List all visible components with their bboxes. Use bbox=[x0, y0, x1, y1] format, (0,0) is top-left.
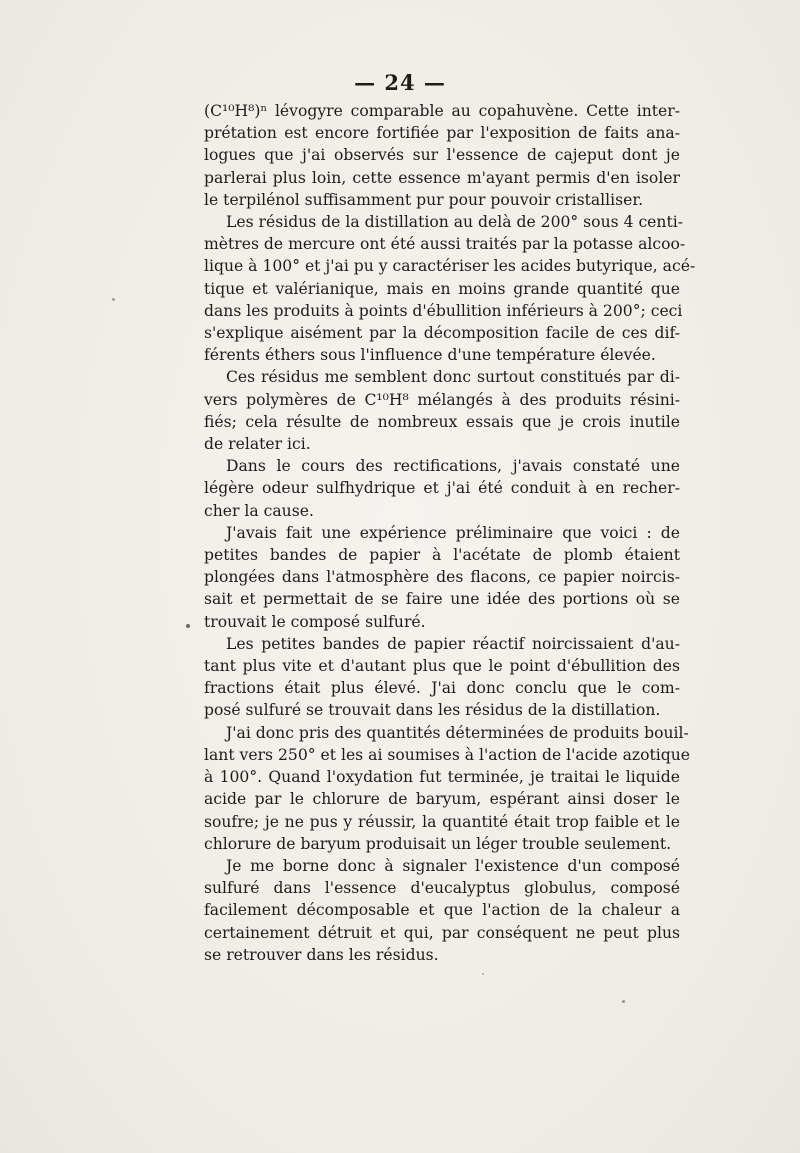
text-line: logues que j'ai observés sur l'essence de cajeput dont je bbox=[204, 146, 680, 165]
paragraph-8 bbox=[204, 855, 680, 966]
text-line: dans les produits à points d'ébullition inférieurs à 200°; ceci bbox=[204, 301, 683, 320]
text-line: plongées dans l'atmosphère des flacons, ce papier noircis- bbox=[204, 568, 680, 587]
text-line: certainement détruit et qui, par conséquent ne peut plus bbox=[204, 923, 680, 942]
text-line: Ces résidus me semblent donc surtout constitués par di- bbox=[226, 368, 680, 387]
text-line: se retrouver dans les résidus. bbox=[204, 945, 439, 964]
text-line: lique à 100° et j'ai pu y caractériser les acides butyrique, acé- bbox=[204, 257, 696, 276]
text-line: tique et valérianique, mais en moins grande quantité que bbox=[204, 279, 680, 298]
text-line: parlerai plus loin, cette essence m'ayant permis d'en isoler bbox=[204, 168, 680, 187]
text-line: légère odeur sulfhydrique et j'ai été conduit à en recher- bbox=[204, 479, 680, 498]
text-line: sulfuré dans l'essence d'eucalyptus globulus, composé bbox=[204, 879, 680, 898]
text-line: (C¹⁰H⁸)ⁿ lévogyre comparable au copahuvène. Cette inter- bbox=[204, 102, 680, 120]
paragraph-5 bbox=[204, 522, 680, 633]
paragraph-3 bbox=[204, 366, 680, 455]
body-text bbox=[204, 100, 696, 966]
text-line: posé sulfuré se trouvait dans les résidus de la distillation. bbox=[204, 701, 661, 720]
text-line: soufre; je ne pus y réussir, la quantité était trop faible et le bbox=[204, 812, 680, 831]
text-line: J'ai donc pris des quantités déterminées de produits bouil- bbox=[226, 723, 689, 742]
text-line: acide par le chlorure de baryum, espérant ainsi doser le bbox=[204, 790, 680, 809]
text-line: Dans le cours des rectifications, j'avais constaté une bbox=[226, 457, 680, 476]
text-line: prétation est encore fortifiée par l'exposition de faits ana- bbox=[204, 124, 680, 143]
text-line: Les petites bandes de papier réactif noircissaient d'au- bbox=[226, 634, 680, 653]
paragraph-1 bbox=[204, 100, 680, 211]
paragraph-6 bbox=[204, 633, 680, 722]
text-line: fiés; cela résulte de nombreux essais que je crois inutile bbox=[204, 412, 680, 431]
page-number: — 24 — bbox=[354, 70, 446, 95]
paragraph-4 bbox=[204, 455, 680, 522]
paragraph-7 bbox=[204, 722, 691, 855]
text-line: de relater ici. bbox=[204, 435, 311, 454]
text-line: J'avais fait une expérience préliminaire que voici : de bbox=[226, 523, 680, 542]
text-line: Les résidus de la distillation au delà de 200° sous 4 centi- bbox=[226, 213, 683, 232]
paper-speck bbox=[482, 973, 484, 975]
text-line: cher la cause. bbox=[204, 501, 314, 520]
paragraph-2 bbox=[204, 211, 696, 366]
text-line: Je me borne donc à signaler l'existence d'un composé bbox=[226, 856, 680, 875]
text-line: petites bandes de papier à l'acétate de plomb étaient bbox=[204, 546, 680, 565]
text-line: facilement décomposable et que l'action de la chaleur a bbox=[204, 901, 680, 920]
text-line: sait et permettait de se faire une idée des portions où se bbox=[204, 590, 680, 609]
text-line: chlorure de baryum produisait un léger trouble seulement. bbox=[204, 834, 672, 853]
text-line: le terpilénol suffisamment pur pour pouvoir cristalliser. bbox=[204, 190, 644, 209]
text-line: fractions était plus élevé. J'ai donc conclu que le com- bbox=[204, 679, 680, 698]
text-line: mètres de mercure ont été aussi traités par la potasse alcoo- bbox=[204, 235, 686, 254]
text-line: férents éthers sous l'influence d'une température élevée. bbox=[204, 346, 656, 365]
paper-speck bbox=[112, 298, 115, 301]
text-line: s'explique aisément par la décomposition facile de ces dif- bbox=[204, 324, 680, 343]
paper-speck bbox=[186, 624, 190, 628]
text-line: trouvait le composé sulfuré. bbox=[204, 612, 426, 631]
text-line: lant vers 250° et les ai soumises à l'action de l'acide azotique bbox=[204, 745, 691, 764]
text-line: vers polymères de C¹⁰H⁸ mélangés à des produits résini- bbox=[204, 390, 680, 409]
text-line: tant plus vite et d'autant plus que le point d'ébullition des bbox=[204, 657, 680, 676]
text-line: à 100°. Quand l'oxydation fut terminée, je traitai le liquide bbox=[204, 768, 680, 787]
paper-speck bbox=[622, 1000, 625, 1003]
